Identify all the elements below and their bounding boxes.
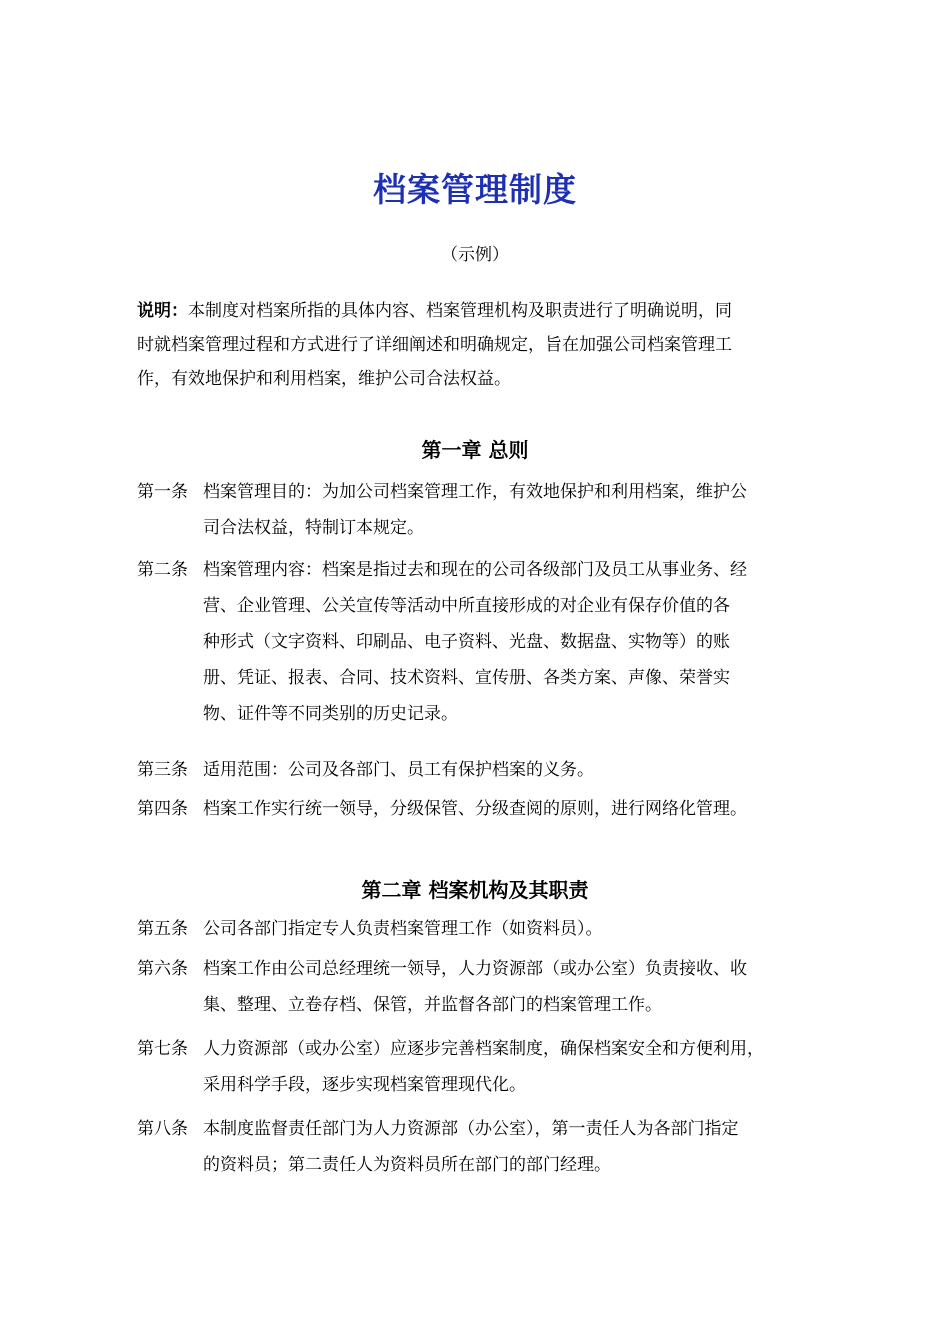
chapter-1-heading: 第一章 总则	[421, 438, 529, 462]
article-3: 第三条 适用范围：公司及各部门、员工有保护档案的义务。	[137, 760, 594, 780]
article-1: 第一条 档案管理目的：为加公司档案管理工作，有效地保护和利用档案，维护公 司合法权益，特制订本规定。	[137, 482, 747, 538]
description-paragraph: 说明：本制度对档案所指的具体内容、档案管理机构及职责进行了明确说明，同 时就档案管理过程和方式进行了详细阐述和明确规定，旨在加强公司档案管理工 作，有效地保护和利用档案，维护公司合法权益。	[137, 301, 732, 389]
chapter-2-heading: 第二章 档案机构及其职责	[361, 878, 589, 902]
article-4: 第四条 档案工作实行统一领导，分级保管、分级查阅的原则，进行网络化管理。	[137, 799, 747, 819]
document-title: 档案管理制度	[373, 170, 577, 209]
article-7: 第七条 人力资源部（或办公室）应逐步完善档案制度，确保档案安全和方便利用， 采用科学手段，逐步实现档案管理现代化。	[137, 1039, 764, 1095]
description-label: 说明：	[137, 301, 188, 321]
document-subtitle: （示例）	[441, 245, 509, 265]
article-2: 第二条 档案管理内容：档案是指过去和现在的公司各级部门及员工从事业务、经 营、企业管理、公关宣传等活动中所直接形成的对企业有保存价值的各 种形式（文字资料、印刷品、电子资料、光盘、数据盘、实物等）的账 册、凭证、报表、合同、技术资料、宣传册、各类方案、声像、荣誉实 物、证件等不同类别的历史记录。	[137, 560, 747, 724]
article-5: 第五条 公司各部门指定专人负责档案管理工作（如资料员）。	[137, 919, 603, 939]
article-8: 第八条 本制度监督责任部门为人力资源部（办公室），第一责任人为各部门指定 的资料员；第二责任人为资料员所在部门的部门经理。	[137, 1119, 739, 1175]
article-6: 第六条 档案工作由公司总经理统一领导，人力资源部（或办公室）负责接收、收 集、整理、立卷存档、保管，并监督各部门的档案管理工作。	[137, 959, 747, 1015]
